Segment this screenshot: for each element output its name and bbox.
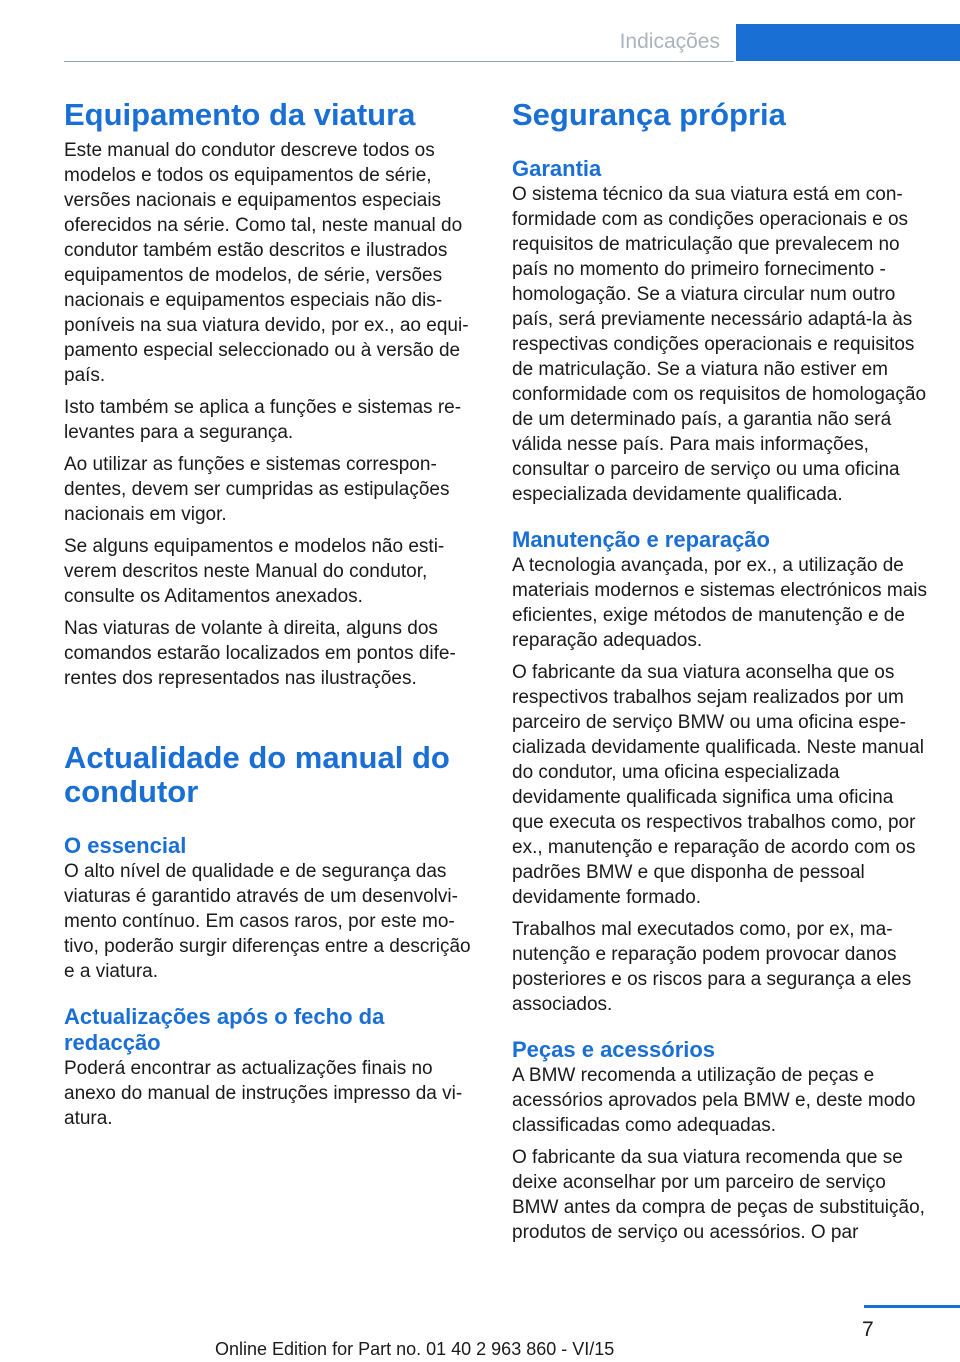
subheading-maintenance: Manutenção e reparação [512, 527, 770, 552]
left-column [64, 98, 482, 1138]
subheading-essential: O essencial [64, 833, 187, 858]
paragraph: O fabricante da sua viatura aconselha que os respectivos trabalhos sejam realizados por um parceiro de serviço BMW ou uma oficina especializada devidamente qualificada. Neste manual do condutor, uma oficina especializada devidamente qualificada significa uma oficina que executa os respectivos trabalhos como, por ex., manutenção e reparação de acordo com os padrões BMW e que disponha de pessoal devidamente formado. [512, 662, 924, 908]
header-rule [64, 61, 734, 62]
paragraph: A tecnologia avançada, por ex., a utilização de materiais modernos e sistemas electrónicos mais eficientes, exige métodos de manutenção e de reparação adequados. [512, 555, 927, 651]
heading-equipment: Equipamento da viatura [64, 97, 416, 132]
subheading-warranty: Garantia [512, 156, 602, 181]
paragraph: O sistema técnico da sua viatura está em conformidade com as condições operacionais e os requisitos de matriculação que prevalecem no país no momento do primeiro fornecimento - homologação. Se a viatura circular num outro país, será previamente necessário adaptá-la às respectivas condições operacionais e requisitos de matriculação. Se a viatura não estiver em conformidade com os requisitos de homologação de um determinado país, a garantia não será válida nesse país. Para mais informações, consultar o parceiro de serviço ou uma oficina especializada devidamente qualificada. [512, 184, 927, 505]
header-accent-bar [736, 24, 960, 61]
subheading-parts: Peças e acessórios [512, 1037, 716, 1062]
paragraph: Este manual do condutor descreve todos os modelos e todos os equipamentos de série, versões nacionais e equipamentos especiais oferecidos na série. Como tal, neste manual do condutor também estão descritos e ilustrados equipamentos de modelos, de série, versões nacionais e equipamentos especiais não disponíveis na sua viatura devido, por ex., ao equipamento especial seleccionado ou à versão de país. [64, 140, 469, 386]
edition-note: Online Edition for Part no. 01 40 2 963 860 - VI/15 [215, 1339, 615, 1359]
paragraph: Trabalhos mal executados como, por ex, manutenção e reparação podem provocar danos posteriores e os riscos para a segurança a eles associados. [512, 919, 912, 1015]
subheading-updates: Actualizações após o fecho da redacção [64, 1004, 385, 1055]
right-column [512, 98, 930, 1252]
paragraph: A BMW recomenda a utilização de peças e acessórios aprovados pela BMW e, deste modo classificadas como adequadas. [512, 1065, 916, 1136]
paragraph: Se alguns equipamentos e modelos não estiverem descritos neste Manual do condutor, consulte os Aditamentos anexados. [64, 536, 445, 607]
paragraph: O fabricante da sua viatura recomenda que se deixe aconselhar por um parceiro de serviço BMW antes da compra de peças de substituição, produtos de serviço ou acessórios. O par [512, 1147, 925, 1243]
paragraph: O alto nível de qualidade e de segurança das viaturas é garantido através de um desenvolvimento contínuo. Em casos raros, por este motivo, poderão surgir diferenças entre a descrição e a viatura. [64, 861, 471, 982]
footer-accent-rule [864, 1305, 960, 1308]
paragraph: Isto também se aplica a funções e sistemas relevantes para a segurança. [64, 397, 462, 443]
page-number: 7 [862, 1318, 874, 1341]
paragraph: Nas viaturas de volante à direita, alguns dos comandos estarão localizados em pontos diferentes dos representados nas ilustrações. [64, 618, 456, 689]
paragraph: Ao utilizar as funções e sistemas correspondentes, devem ser cumpridas as estipulações nacionais em vigor. [64, 454, 450, 525]
heading-manual-update: Actualidade do manual do condutor [64, 740, 450, 809]
paragraph: Poderá encontrar as actualizações finais no anexo do manual de instruções impresso da viatura. [64, 1058, 463, 1129]
heading-safety: Segurança própria [512, 97, 786, 132]
section-title: Indicações [619, 30, 720, 53]
